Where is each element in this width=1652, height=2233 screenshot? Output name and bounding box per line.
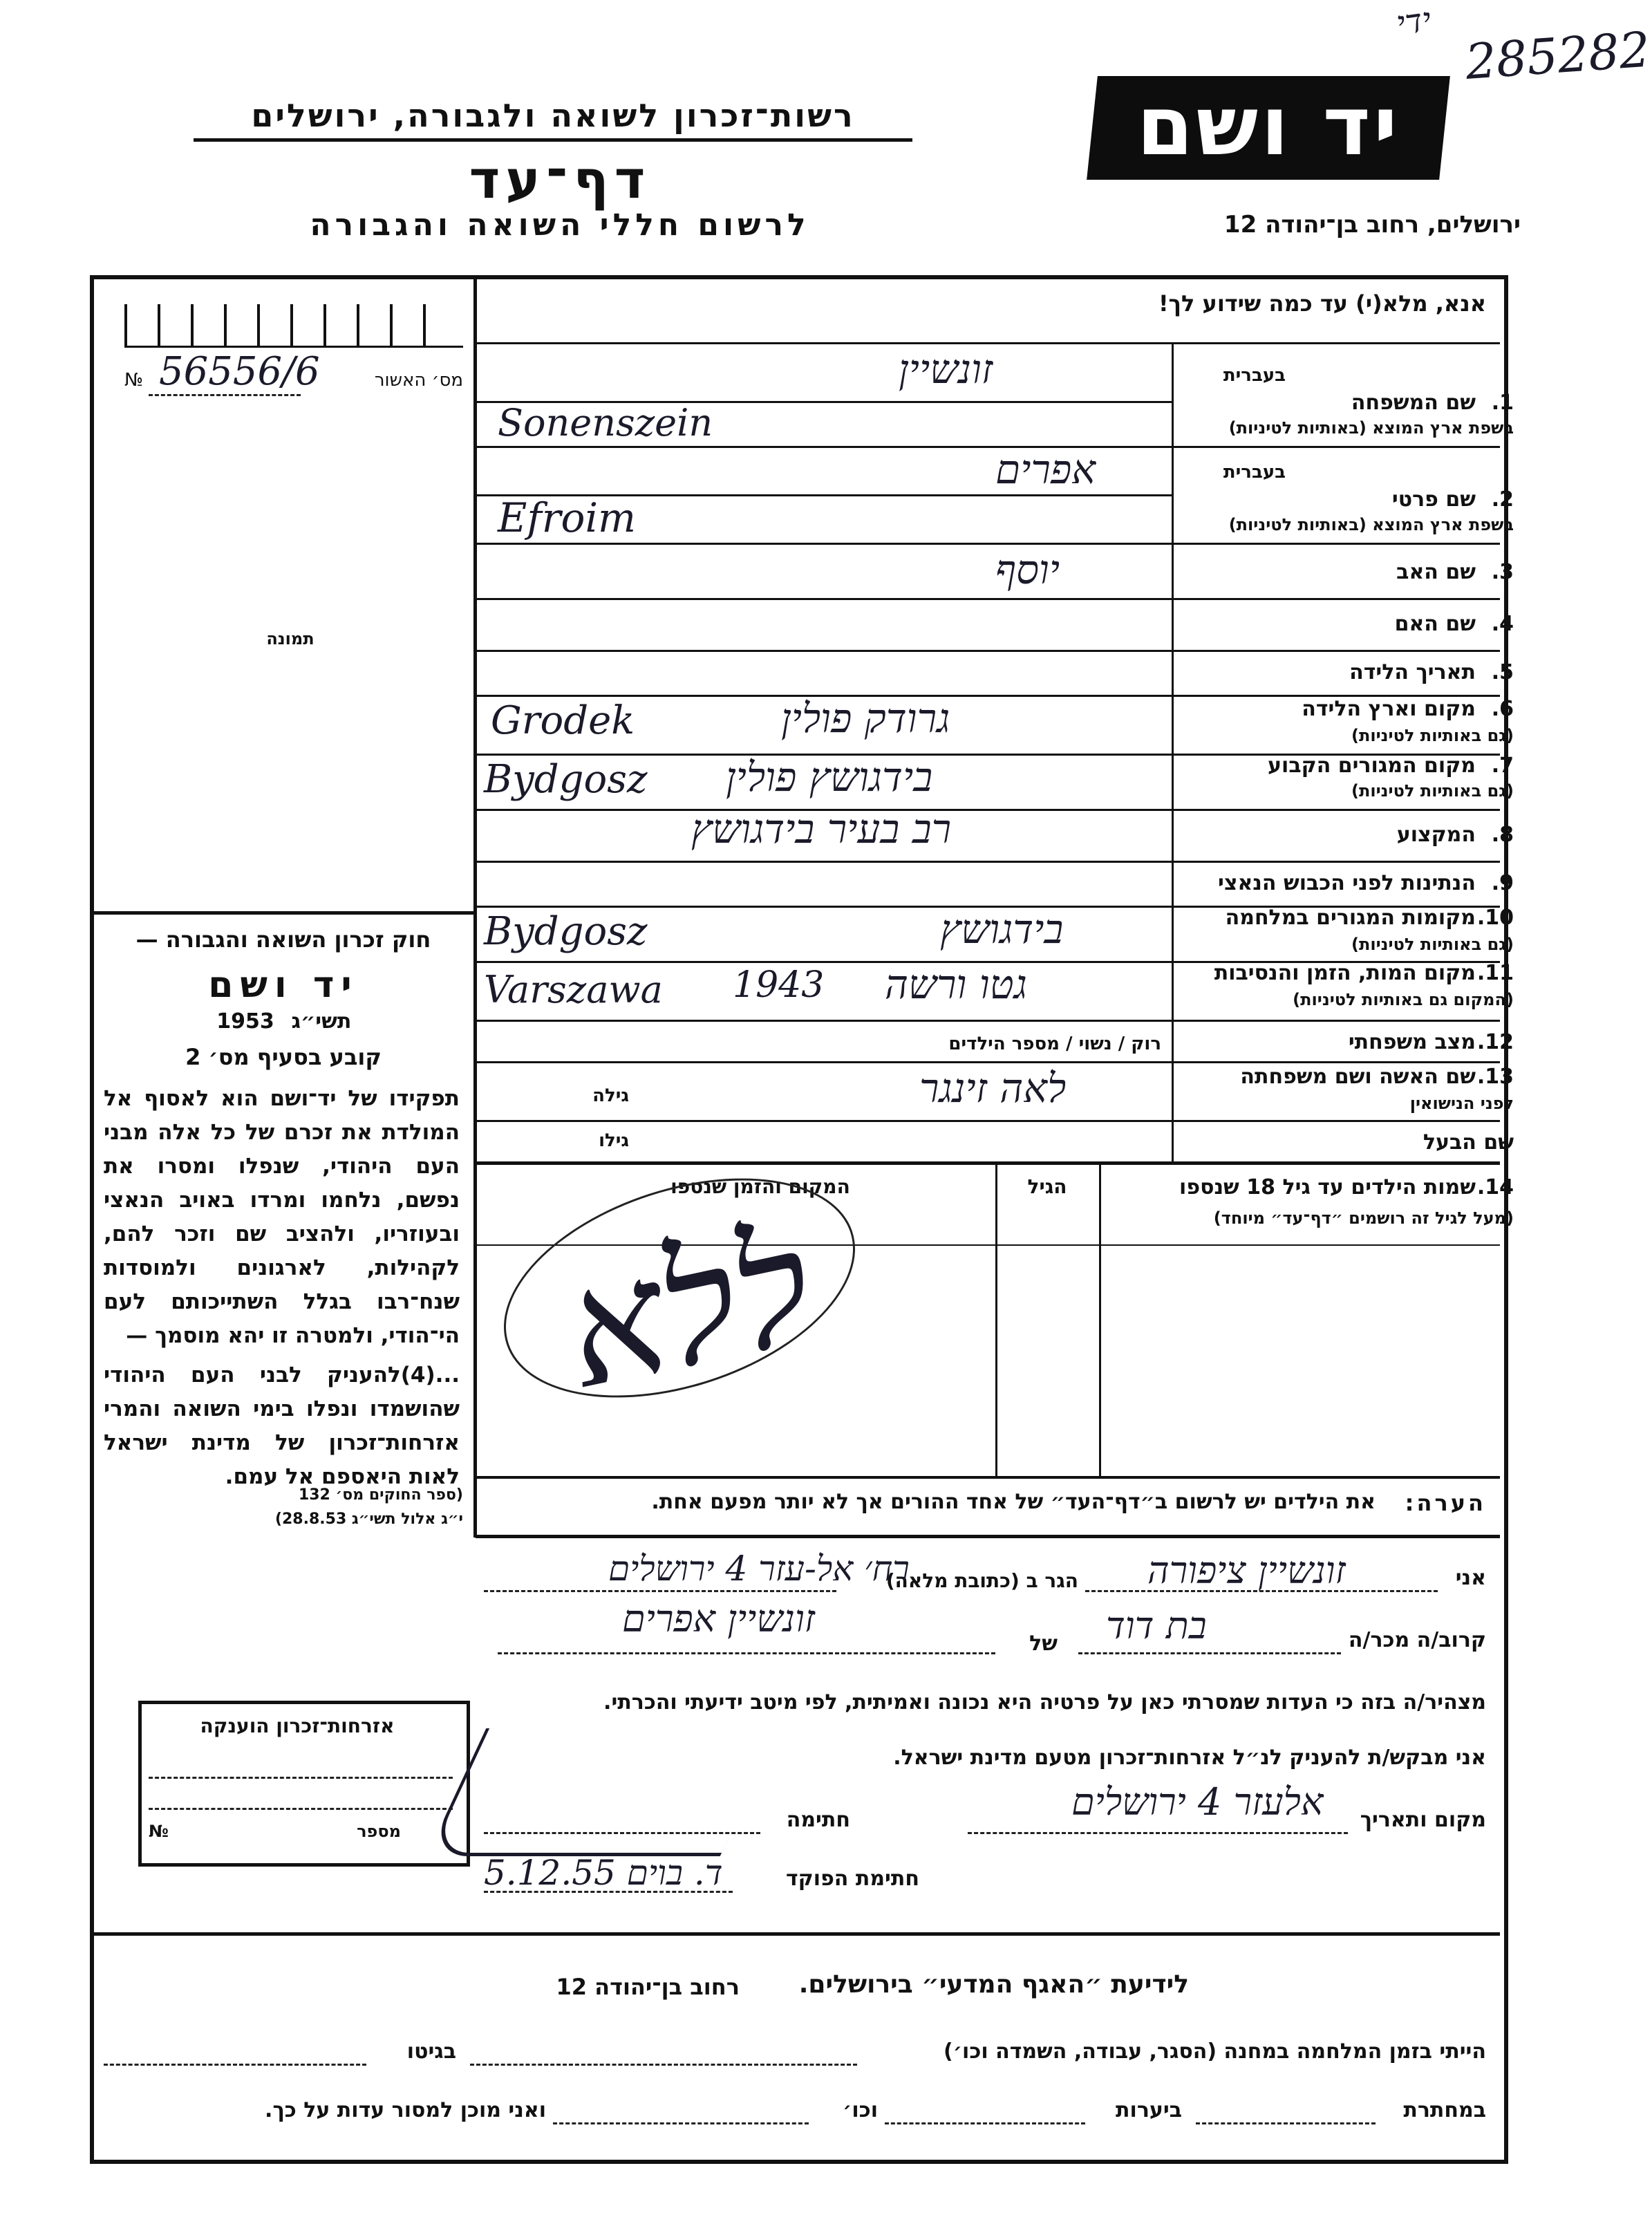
signature-label: חתימה (786, 1808, 850, 1832)
declaration-relative-label: קרוב/ה מכר/ה (1348, 1628, 1486, 1652)
declaration-request: אני מבקש/ת להעניק לנ״ל אזרחות־זכרון מטעם מדינת ישראל. (893, 1746, 1486, 1770)
field-12-number: 12. (1476, 1030, 1514, 1054)
footer-line2-forests: ביערות (1116, 2098, 1182, 2122)
declaration-resident-label: הגר ב (כתובת מלאה) (885, 1569, 1078, 1592)
field-8-hebrew-value: רב בעיר בידגושץ (691, 805, 952, 852)
ticks-base (124, 346, 463, 348)
form-title: דף־עד (469, 149, 651, 210)
law-name: יד ושם (208, 964, 359, 1006)
row-rule-12 (476, 1061, 1500, 1063)
row-rule-13 (476, 1120, 1500, 1122)
field-12-options: רוק / נשוי / מספר הילדים (948, 1034, 1161, 1054)
children-scribble: ללא (550, 1193, 828, 1425)
officer-signature-value: ד. בוים 5.12.55 (484, 1853, 723, 1893)
citizenship-line-1 (149, 1777, 453, 1779)
citizenship-line-2 (149, 1808, 453, 1810)
field-1-latin-value: Sonenszein (498, 401, 713, 445)
field-9-number: 9. (1491, 871, 1514, 895)
declaration-statement: מצהיר/ה בזה כי העדות שמסרתי כאן על פרטיה היא נכונה ואמיתית, לפי מיטב ידיעתי והכרתי. (603, 1690, 1486, 1715)
law-year: 1953 (216, 1009, 274, 1034)
signature-mark (426, 1728, 780, 1856)
children-bottom-rule (476, 1476, 1500, 1479)
footer-line2-underground: במחתרת (1403, 2098, 1486, 2122)
field-4-number: 4. (1491, 612, 1514, 636)
declaration-bottom-rule (94, 1932, 1500, 1936)
field-7-sub: (גם באותיות לטיניות) (1351, 781, 1514, 801)
note-text: את הילדים יש לרשום ב״דף־העד״ של אחד ההורים אך לא יותר מפעם אחת. (651, 1490, 1376, 1514)
field-10-label: מקומות המגורים במלחמה (1225, 906, 1476, 930)
field-6-latin-value: Grodek (491, 698, 635, 743)
field-1-number: 1. (1491, 391, 1514, 415)
field-2-lang: בעברית (1223, 462, 1286, 483)
field-5-label: תאריך הלידה (1349, 660, 1476, 684)
field-13-age-label: גילה (592, 1085, 629, 1106)
field-11-number: 11. (1476, 961, 1514, 985)
row-rule-8 (476, 861, 1500, 863)
field-12-label: מצב משפחתי (1348, 1030, 1476, 1054)
footer-line1-blank-a (470, 2064, 857, 2066)
field-1-hebrew-value: זונשיין (899, 346, 993, 393)
declaration-ani: אני (1455, 1566, 1486, 1590)
field-10-number: 10. (1476, 906, 1514, 930)
field-3-hebrew-value: יוסף (995, 546, 1060, 593)
law-source: (ספר החוקים מס׳ 132 (298, 1486, 463, 1504)
citizenship-box-title: אזרחות־זכרון הוענקה (200, 1715, 395, 1737)
field-1-lang: בעברית (1223, 365, 1286, 386)
field-2-sub: בשפת ארץ המוצא (באותיות לטיניות) (1228, 515, 1514, 534)
footer-line1-ghetto: בגיטו (406, 2039, 456, 2064)
children-col-divider-2 (995, 1165, 997, 1476)
children-number: 14. (1476, 1175, 1514, 1199)
plea-text: אנא, מלא(י) עד כמה שידוע לך! (1158, 290, 1486, 317)
officer-signature-label: חתימת הפוקד (786, 1867, 919, 1891)
field-13-label: שם האשה ושם משפחתה (1240, 1065, 1476, 1089)
field-8-label: המקצוע (1396, 823, 1476, 847)
field-7-latin-value: Bydgosz (484, 757, 648, 802)
footer-line2-testimony: ואני מוכן למסור עדות על כך. (265, 2098, 546, 2122)
field-1-label: שם המשפחה (1351, 391, 1476, 415)
left-column-divider (473, 279, 477, 1538)
ticks-row (124, 304, 456, 346)
law-text-continued: ...(4)להעניק לבני העם היהודי שהושמדו ונפלו בימי השואה והמרי אזרחות־זכרון של מדינת ישראל לאות היאספם אל עמם. (104, 1363, 460, 1489)
field-11-latin-value: Varszawa (484, 968, 663, 1011)
note-label: הערה: (1405, 1490, 1486, 1516)
field-1-sub: בשפת ארץ המוצא (באותיות לטיניות) (1228, 418, 1514, 438)
citizenship-number-label: מספר (357, 1822, 401, 1841)
form-subtitle: לרשום חללי השואה והגבורה (310, 207, 810, 243)
declaration-of-label: של (1029, 1632, 1058, 1656)
law-text: תפקידו של יד־ושם הוא לאסוף אל המולדת את זכרם של כל אלה מבני העם היהודי, שנפלו ומסרו את נפשם, נלחמו ומרדו באויב הנאצי ובעוזריו, ולהציב שם וזכר להם, לקהילות, לארגונים ולמוסדות שנח־רבו בגלל השתייכותם לעם הי־הודי, ולמטרה זו יהא מוסמך — (104, 1086, 460, 1348)
logo-text: יד ושם (1136, 78, 1400, 174)
authority-underline (194, 138, 912, 142)
label-column-divider (1172, 342, 1174, 1161)
photo-label: תמונה (266, 629, 315, 648)
field-10-latin-value: Bydgosz (484, 909, 648, 954)
row-rule-7 (476, 809, 1500, 811)
field-7-hebrew-value: בידגושץ פולין (726, 754, 933, 801)
field-11-hebrew-value: גטו ורשה (885, 961, 1027, 1008)
field-6-label: מקום וארץ הלידה (1302, 697, 1476, 721)
registration-number: 56556/6 (159, 349, 320, 394)
field-6-number: 6. (1491, 697, 1514, 721)
registration-line (149, 394, 301, 396)
footer-line2-blank-a (1196, 2122, 1376, 2124)
authority-name: רשות־זכרון לשואה ולגבורה, ירושלים (251, 97, 855, 134)
declaration-address-value: רח׳ אל-עזר 4 ירושלים (608, 1549, 910, 1589)
field-11-label: מקום המות, הזמן והנסיבות (1214, 961, 1476, 985)
field-5-number: 5. (1491, 660, 1514, 684)
field-7-number: 7. (1491, 754, 1514, 778)
law-year-hebrew: תשי״ג (291, 1009, 352, 1034)
declaration-address-line (484, 1590, 836, 1592)
footer-line1-text: הייתי בזמן המלחמה במחנה (הסגר, עבודה, השמדה וכו׳) (944, 2039, 1486, 2064)
field-9-label: הנתינות לפני הכבוש הנאצי (1218, 871, 1476, 895)
children-col-divider-1 (1099, 1165, 1101, 1476)
field-husband-age-label: גילו (599, 1130, 629, 1151)
field-2-hebrew-value: אפרים (995, 446, 1096, 493)
registration-label: מס׳ האשור (374, 370, 463, 391)
field-7-label: מקום המגורים הקבוע (1268, 754, 1476, 778)
citizenship-no-symbol: № (149, 1822, 169, 1841)
note-bottom-rule (476, 1535, 1500, 1538)
field-8-number: 8. (1491, 823, 1514, 847)
declaration-relation-line (1078, 1652, 1341, 1654)
field-3-label: שם האב (1396, 560, 1476, 584)
field-13-number: 13. (1476, 1065, 1514, 1089)
footer-line1-blank-b (104, 2064, 366, 2066)
field-6-hebrew-value: גרודק פולין (781, 695, 950, 742)
field-6-sub: (גם באותיות לטיניות) (1351, 726, 1514, 745)
photo-rule (94, 911, 474, 915)
field-13-hebrew-value: לאה זינגר (919, 1065, 1067, 1112)
row-rule-14 (476, 1161, 1500, 1165)
declaration-of-line (498, 1652, 995, 1654)
law-source-date: י״ג אלול תשי״ג 28.8.53) (274, 1511, 463, 1528)
declaration-relation-value: בת דוד (1106, 1604, 1207, 1647)
footer-address: רחוב בן־יהודה 12 (556, 1974, 740, 2000)
field-4-label: שם האם (1394, 612, 1476, 636)
row-rule-3 (476, 598, 1500, 600)
field-10-sub: (גם באותיות לטיניות) (1351, 935, 1514, 954)
field-2-latin-value: Efroim (498, 494, 636, 541)
law-clause: קובע בסעיף מס׳ 2 (185, 1044, 382, 1070)
field-13-sub: לפני הנישואין (1409, 1094, 1514, 1113)
children-label: שמות הילדים עד גיל 18 שנספו (1179, 1175, 1476, 1199)
field-10-hebrew-value: בידגושץ (940, 906, 1064, 953)
plea-rule (476, 342, 1500, 344)
footer-line2-blank-b (885, 2122, 1085, 2124)
declaration-of-value: זונשיין אפרים (622, 1597, 815, 1641)
field-11-year: 1943 (733, 964, 825, 1006)
row-rule-1 (476, 446, 1500, 448)
registration-no-symbol: № (124, 370, 144, 391)
footer-line2-etc: וכו׳ (843, 2098, 878, 2122)
footer-title: לידיעת ״האגף המדעי״ בירושלים. (798, 1970, 1189, 1999)
row-rule-2 (476, 543, 1500, 545)
place-date-line (968, 1832, 1348, 1834)
field-11-sub: (המקום גם באותיות לטיניות) (1293, 990, 1514, 1009)
handwritten-ref-prefix: ידי (1393, 0, 1434, 44)
address: ירושלים, רחוב בן־יהודה 12 (1223, 211, 1521, 239)
declaration-name-value: זונשיין ציפורה (1147, 1549, 1346, 1592)
field-2-label: שם פרטי (1391, 487, 1476, 512)
field-2-number: 2. (1491, 487, 1514, 512)
children-col-age: הגיל (1027, 1175, 1067, 1198)
row-rule-11 (476, 1020, 1500, 1022)
place-date-label: מקום ותאריך (1360, 1808, 1486, 1832)
handwritten-ref-number: 285282 (1463, 21, 1652, 91)
place-date-value: אלעזר 4 ירושלים (1071, 1780, 1324, 1824)
children-col-place: המקום והזמן שנספו (670, 1175, 850, 1198)
footer-line2-blank-c (553, 2122, 809, 2124)
children-sub: (מעל לגיל זה רושמים ״דף־עד״ מיוחד) (1213, 1208, 1514, 1228)
law-title: חוק זכרון השואה והגבורה — (135, 926, 431, 953)
field-3-number: 3. (1491, 560, 1514, 584)
row-rule-4 (476, 650, 1500, 652)
field-husband-label: שם הבעל (1423, 1130, 1514, 1155)
